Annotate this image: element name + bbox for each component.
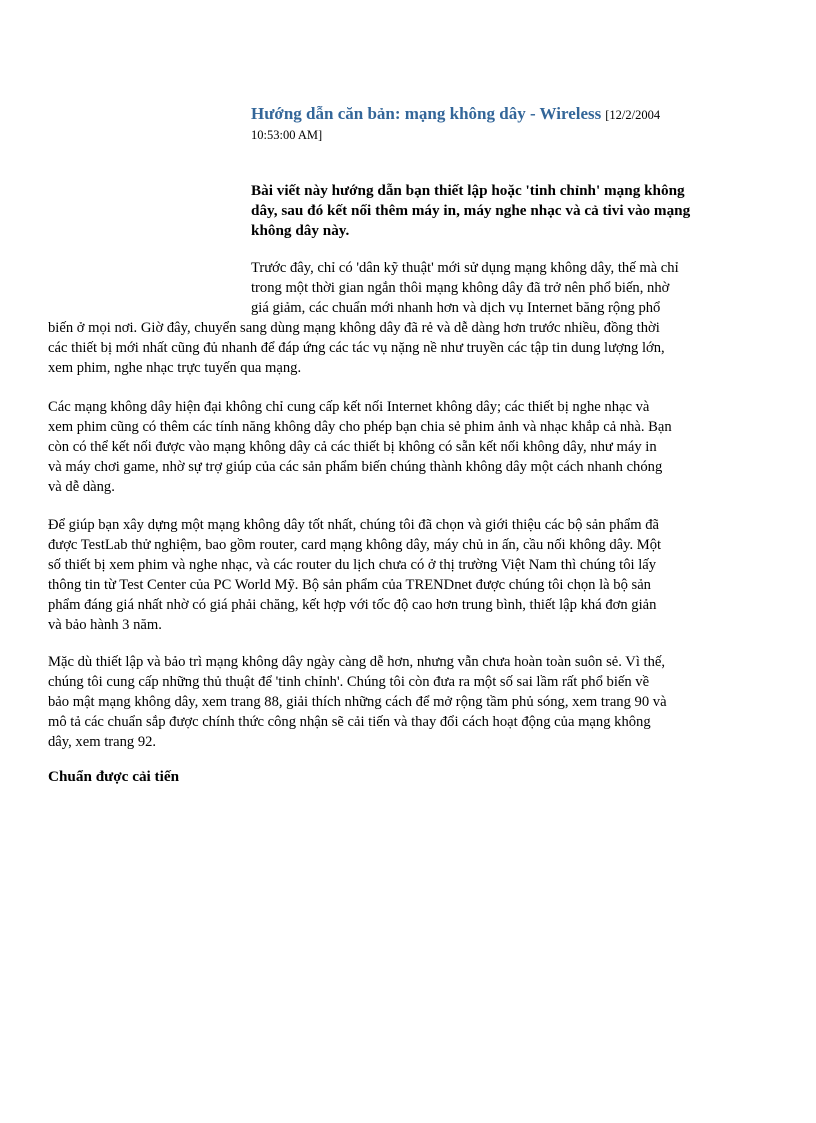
timestamp-date: [12/2/2004	[605, 108, 661, 122]
paragraph-3	[48, 515, 738, 635]
paragraph-line: còn có thể kết nối được vào mạng không dây cả các thiết bị không có sẵn kết nối không dây, như máy in	[48, 439, 657, 455]
paragraph-line: và dễ dàng.	[48, 479, 115, 495]
paragraph-line: Trước đây, chỉ có 'dân kỹ thuật' mới sử dụng mạng không dây, thế mà chỉ	[251, 260, 679, 276]
paragraph-line: và máy chơi game, nhờ sự trợ giúp của các sản phẩm biến chúng thành không dây một cách nhanh chóng	[48, 459, 663, 475]
lead-line: dây, sau đó kết nối thêm máy in, máy nghe nhạc và cả tivi vào mạng	[251, 202, 691, 219]
paragraph-line: Mặc dù thiết lập và bảo trì mạng không dây ngày càng dễ hơn, nhưng vẫn chưa hoàn toàn suôn sẻ. Vì thế,	[48, 654, 666, 670]
paragraph-line: và bảo hành 3 năm.	[48, 617, 162, 633]
paragraph-line: xem phim, nghe nhạc trực tuyến qua mạng.	[48, 360, 302, 376]
lead-line: không dây này.	[251, 222, 350, 239]
paragraph-line: phẩm đáng giá nhất nhờ có giá phải chăng, kết hợp với tốc độ cao hơn trung bình, thiết lập khá đơn giản	[48, 597, 657, 613]
paragraph-line: các thiết bị mới nhất cũng đủ nhanh để đáp ứng các tác vụ nặng nề như truyền các tập tin dung lượng lớn,	[48, 340, 665, 356]
paragraph-line: giá giảm, các chuẩn mới nhanh hơn và dịch vụ Internet băng rộng phổ	[251, 300, 661, 316]
paragraph-line: dây, xem trang 92.	[48, 734, 157, 750]
paragraph-line: chúng tôi cung cấp những thủ thuật để 'tinh chỉnh'. Chúng tôi còn đưa ra một số sai lầm rất phổ biến về	[48, 674, 650, 690]
section-heading: Chuẩn được cải tiến	[48, 768, 180, 785]
paragraph-1	[48, 258, 738, 378]
lead-line: Bài viết này hướng dẫn bạn thiết lập hoặc 'tinh chỉnh' mạng không	[251, 182, 685, 199]
paragraph-line: Các mạng không dây hiện đại không chỉ cung cấp kết nối Internet không dây; các thiết bị nghe nhạc và	[48, 399, 650, 415]
paragraph-line: mô tả các chuẩn sắp được chính thức công nhận sẽ cải tiến và thay đổi cách hoạt động của mạng không	[48, 714, 651, 730]
paragraph-line: thông tin từ Test Center của PC World Mỹ. Bộ sản phẩm của TRENDnet được chúng tôi chọn là bộ sản	[48, 577, 651, 593]
paragraph-line: số thiết bị xem phim và nghe nhạc, và các router du lịch chưa có ở thị trường Việt Nam thì chúng tôi lấy	[48, 557, 657, 573]
article-header	[251, 104, 721, 145]
paragraph-line: xem phim cũng có thêm các tính năng không dây cho phép bạn chia sẻ phim ảnh và nhạc khắp cả nhà. Bạn	[48, 419, 672, 435]
paragraph-4	[48, 652, 738, 752]
paragraph-line: trong một thời gian ngắn thôi mạng không dây đã trở nên phổ biến, nhờ	[251, 280, 670, 296]
paragraph-line: Để giúp bạn xây dựng một mạng không dây tốt nhất, chúng tôi đã chọn và giới thiệu các bộ sản phẩm đã	[48, 517, 659, 533]
paragraph-line: biến ở mọi nơi. Giờ đây, chuyển sang dùng mạng không dây đã rẻ và dễ dàng hơn trước nhiều, đồng thời	[48, 320, 660, 336]
article-lead	[251, 181, 726, 241]
article-title: Hướng dẫn căn bản: mạng không dây - Wireless	[251, 104, 602, 123]
paragraph-2	[48, 397, 738, 497]
paragraph-line: bảo mật mạng không dây, xem trang 88, giải thích những cách để mở rộng tầm phủ sóng, xem trang 90 và	[48, 694, 667, 710]
timestamp-time: 10:53:00 AM]	[251, 128, 323, 142]
paragraph-line: được TestLab thử nghiệm, bao gồm router, card mạng không dây, máy chủ in ấn, cầu nối không dây. Một	[48, 537, 662, 553]
